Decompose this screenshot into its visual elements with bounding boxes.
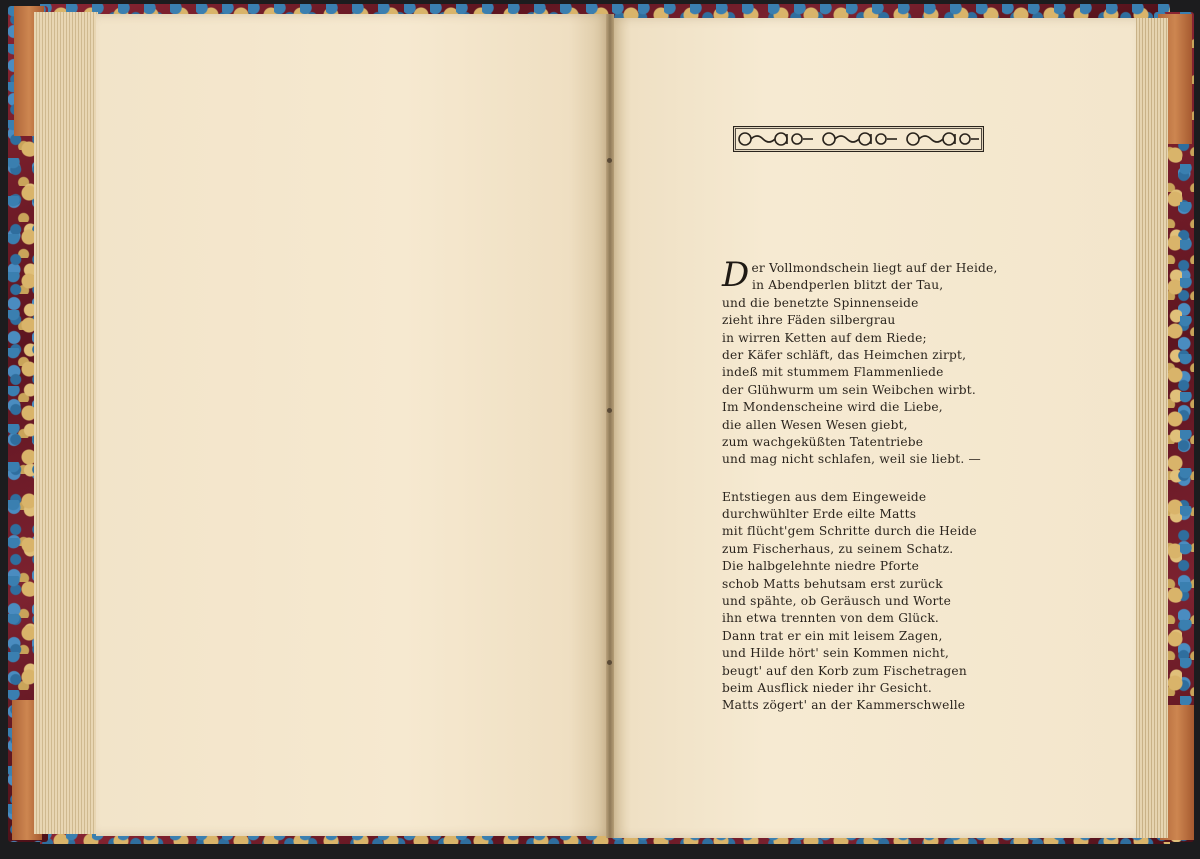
binding-stitch (607, 158, 612, 163)
stanza-2 (722, 489, 1022, 715)
poem-line: zum Fischerhaus, zu seinem Schatz. (722, 541, 954, 556)
poem-line: Matts zögert' an der Kammerschwelle (722, 698, 966, 713)
decorative-headpiece-ornament (733, 126, 984, 152)
binding-stitch (607, 408, 612, 413)
binding-stitch (607, 660, 612, 665)
poem-line: und mag nicht schlafen, weil sie liebt. — (722, 452, 981, 467)
poem-line: Entstiegen aus dem Eingeweide (722, 489, 927, 504)
poem-line: in Abendperlen blitzt der Tau, (752, 278, 944, 293)
poem-line: ihn etwa trennten von dem Glück. (722, 611, 939, 626)
poem-line: er Vollmondschein liegt auf der Heide, (751, 261, 998, 275)
left-page-blank (96, 14, 610, 836)
poem-line: Dann trat er ein mit leisem Zagen, (722, 628, 943, 643)
poem-line: beugt' auf den Korb zum Fischetragen (722, 663, 967, 678)
poem-line: der Käfer schläft, das Heimchen zirpt, (722, 347, 967, 362)
poem-line: und spähte, ob Geräusch und Worte (722, 594, 952, 609)
poem-line: und die benetzte Spinnenseide (722, 295, 919, 310)
poem-text (722, 255, 1022, 715)
poem-line: indeß mit stummem Flammenliede (722, 365, 944, 380)
poem-line: zum wachgeküßten Tatentriebe (722, 434, 924, 449)
poem-line: der Glühwurm um sein Weibchen wirbt. (722, 382, 976, 397)
poem-line: Im Mondenscheine wird die Liebe, (722, 400, 943, 415)
stanza-gap (722, 469, 1022, 489)
poem-line: durchwühlter Erde eilte Matts (722, 507, 917, 522)
book-gutter (606, 14, 614, 838)
poem-line: mit flücht'gem Schritte durch die Heide (722, 524, 977, 539)
page-edges-right (1134, 18, 1168, 838)
stanza-1 (722, 255, 1022, 469)
poem-line: und Hilde hört' sein Kommen nicht, (722, 646, 950, 661)
poem-line: Die halbgelehnte niedre Pforte (722, 559, 920, 574)
drop-cap: D (722, 255, 750, 295)
poem-line: die allen Wesen Wesen giebt, (722, 417, 908, 432)
poem-line: beim Ausflick nieder ihr Gesicht. (722, 680, 932, 695)
poem-line: schob Matts behutsam erst zurück (722, 576, 943, 591)
poem-line: in wirren Ketten auf dem Riede; (722, 330, 927, 345)
poem-line: zieht ihre Fäden silbergrau (722, 313, 896, 328)
page-edges-left (34, 12, 98, 834)
